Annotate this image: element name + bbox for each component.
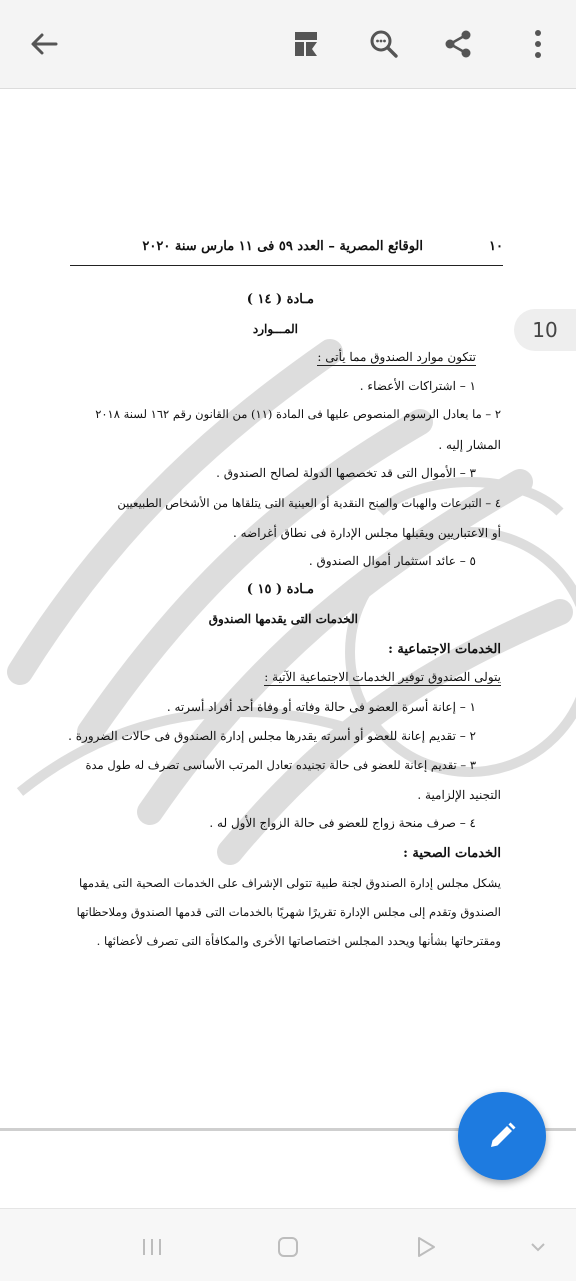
- top-toolbar: [0, 0, 576, 89]
- resource-item-4-cont: أو الاعتباريين ويقبلها مجلس الإدارة فى نطاق أغراضه .: [232, 526, 501, 540]
- back-arrow-icon[interactable]: [22, 22, 66, 66]
- article-14-title: مـادة ( ١٤ ): [246, 292, 314, 307]
- edit-pencil-icon: [485, 1119, 519, 1153]
- social-item-3: ٣ – تقديم إعانة للعضو فى حالة تجنيده تعادل المرتب الأساسى تصرف له طول مدة: [85, 758, 476, 772]
- article-15-title: مـادة ( ١٥ ): [246, 582, 314, 597]
- health-paragraph-line-1: يشكل مجلس إدارة الصندوق لجنة طبية تتولى الإشراف على الخدمات الصحية التى يقدمها: [79, 876, 501, 890]
- health-paragraph-line-2: الصندوق وتقدم إلى مجلس الإدارة تقريرًا شهريًا بالخدمات التى قدمها الصندوق وملاحظاتها: [76, 905, 501, 919]
- page-number-badge: 10: [514, 309, 576, 351]
- search-zoom-icon[interactable]: [362, 22, 406, 66]
- article-14-subtitle: المـــوارد: [252, 322, 298, 336]
- share-icon[interactable]: [436, 22, 480, 66]
- health-paragraph-line-3: ومقترحاتها بشأنها ويحدد المجلس اختصاصاتها الأخرى والمكافأة التى تصرف لأعضائها .: [96, 934, 501, 948]
- header-title: الوقائع المصرية – العدد ٥٩ فى ١١ مارس سنة ٢٠٢٠: [142, 239, 423, 254]
- resource-item-2: ٢ – ما يعادل الرسوم المنصوص عليها فى المادة (١١) من القانون رقم ١٦٢ لسنة ٢٠١٨: [95, 407, 501, 421]
- back-triangle-icon[interactable]: [406, 1227, 446, 1267]
- recent-apps-icon[interactable]: [132, 1227, 172, 1267]
- resources-intro: تتكون موارد الصندوق مما يأتى :: [317, 350, 476, 364]
- header-page-number: ١٠: [489, 239, 503, 254]
- more-vertical-icon[interactable]: [516, 22, 560, 66]
- document-content: [0, 92, 576, 1128]
- social-services-heading: الخدمات الاجتماعية :: [388, 642, 501, 657]
- social-services-intro: يتولى الصندوق توفير الخدمات الاجتماعية الآتية :: [264, 670, 501, 684]
- system-nav-bar: [0, 1208, 576, 1281]
- book-layout-icon[interactable]: [284, 22, 328, 66]
- home-icon[interactable]: [268, 1227, 308, 1267]
- social-item-3-cont: التجنيد الإلزامية .: [417, 788, 501, 802]
- resource-item-2-cont: المشار إليه .: [438, 438, 501, 452]
- page-header: [70, 237, 503, 266]
- social-item-2: ٢ – تقديم إعانة للعضو أو أسرته يقدرها مجلس إدارة الصندوق فى حالات الضرورة .: [68, 729, 476, 743]
- social-item-1: ١ – إعانة أسرة العضو فى حالة وفاته أو وفاة أحد أفراد أسرته .: [166, 700, 476, 714]
- resource-item-5: ٥ – عائد استثمار أموال الصندوق .: [308, 554, 476, 568]
- article-15-subtitle: الخدمات التى يقدمها الصندوق: [208, 612, 358, 626]
- social-item-4: ٤ – صرف منحة زواج للعضو فى حالة الزواج الأول له .: [209, 816, 476, 830]
- health-services-heading: الخدمات الصحية :: [403, 846, 501, 861]
- edit-fab-button[interactable]: [458, 1092, 546, 1180]
- resource-item-3: ٣ – الأموال التى قد تخصصها الدولة لصالح الصندوق .: [216, 466, 476, 480]
- resource-item-1: ١ – اشتراكات الأعضاء .: [359, 379, 476, 393]
- resource-item-4: ٤ – التبرعات والهبات والمنح النقدية أو العينية التى يتلقاها من الأشخاص الطبيعيين: [117, 496, 501, 510]
- document-page[interactable]: [0, 92, 576, 1128]
- collapse-chevron-icon[interactable]: [520, 1227, 556, 1267]
